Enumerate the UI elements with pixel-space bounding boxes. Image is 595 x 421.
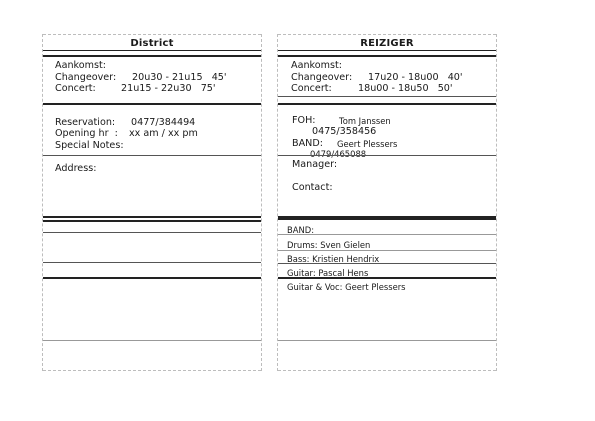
special-notes-label: Special Notes: — [55, 140, 124, 151]
reservation-label: Reservation: — [55, 117, 116, 128]
concert-label: Concert: — [55, 83, 96, 94]
aankomst-label: Aankomst: — [291, 60, 342, 71]
section-divider — [43, 216, 261, 218]
card-bottom-border — [278, 370, 496, 371]
title-underline — [43, 50, 261, 51]
section-divider — [278, 250, 496, 251]
reservation-value: 0477/384494 — [131, 117, 196, 128]
section-divider — [43, 103, 261, 105]
title-underline — [278, 50, 496, 51]
band-member: Guitar & Voc: Geert Plessers — [287, 282, 406, 292]
foh-name: Tom Janssen — [339, 116, 391, 126]
band-member: Bass: Kristien Hendrix — [287, 254, 380, 264]
section-divider — [278, 103, 496, 105]
concert-label: Concert: — [291, 83, 332, 94]
section-divider — [278, 340, 496, 341]
card-bottom-border — [43, 370, 261, 371]
card-title: REIZIGER — [360, 38, 414, 49]
section-divider — [278, 218, 496, 220]
section-divider — [43, 277, 261, 279]
band-member: Drums: Sven Gielen — [287, 240, 371, 250]
left-card — [42, 34, 262, 371]
changeover-value: 20u30 - 21u15 45' — [132, 72, 227, 83]
card-title: District — [130, 38, 174, 49]
section-divider — [278, 277, 496, 279]
band-header: BAND: — [287, 225, 315, 235]
opening-label: Opening hr : — [55, 128, 118, 139]
section-divider — [278, 55, 496, 57]
right-card — [277, 34, 497, 371]
section-divider — [43, 55, 261, 57]
aankomst-label: Aankomst: — [55, 60, 106, 71]
concert-value: 21u15 - 22u30 75' — [121, 83, 216, 94]
section-divider — [278, 155, 496, 156]
section-divider — [43, 155, 261, 156]
contact-label: Contact: — [292, 182, 333, 193]
address-label: Address: — [55, 163, 97, 174]
section-divider — [278, 96, 496, 97]
changeover-label: Changeover: — [55, 72, 117, 83]
card-top-border — [278, 34, 496, 35]
section-divider — [43, 262, 261, 263]
section-divider — [43, 220, 261, 222]
changeover-label: Changeover: — [291, 72, 353, 83]
band-member: Guitar: Pascal Hens — [287, 268, 369, 278]
section-divider — [278, 263, 496, 264]
concert-value: 18u00 - 18u50 50' — [358, 83, 453, 94]
foh-phone: 0475/358456 — [312, 126, 377, 137]
card-top-border — [43, 34, 261, 35]
changeover-value: 17u20 - 18u00 40' — [368, 72, 463, 83]
section-divider — [43, 232, 261, 233]
band-contact-label: BAND: — [292, 138, 323, 149]
manager-label: Manager: — [292, 159, 338, 170]
section-divider — [43, 340, 261, 341]
band-contact-phone: 0479/465088 — [310, 149, 367, 159]
foh-label: FOH: — [292, 115, 316, 126]
section-divider — [278, 234, 496, 235]
band-contact-name: Geert Plessers — [337, 139, 398, 149]
opening-value: xx am / xx pm — [129, 128, 198, 139]
